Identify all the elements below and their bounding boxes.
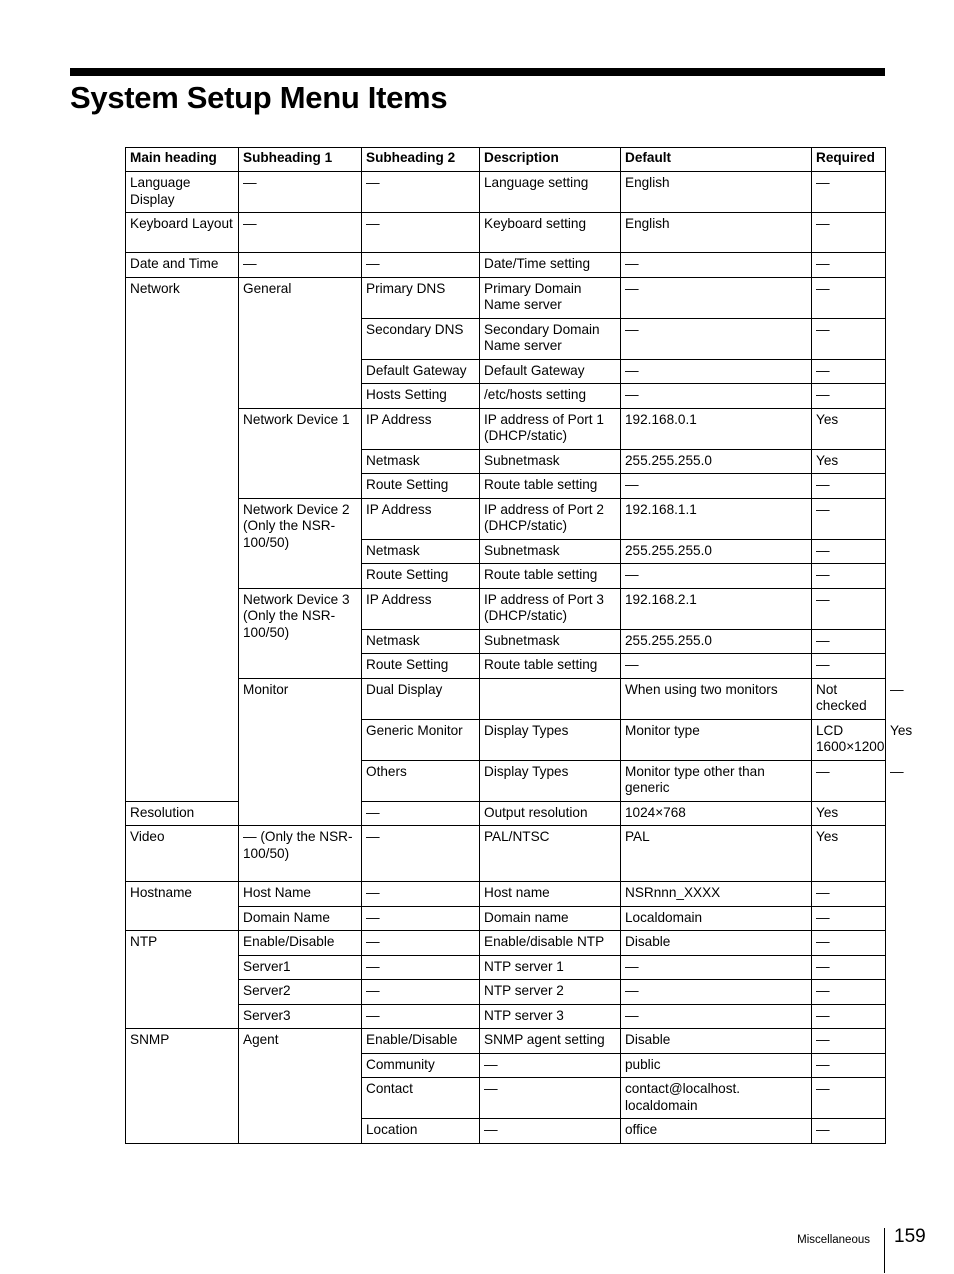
cell-subheading-1: Server2 xyxy=(239,980,362,1005)
cell-default: English xyxy=(621,172,812,213)
cell-default: PAL xyxy=(621,826,812,882)
cell-main-heading: Keyboard Layout xyxy=(126,213,239,253)
cell-subheading-2: IP Address xyxy=(362,408,480,449)
cell-subheading-2: Route Setting xyxy=(362,474,480,499)
cell-description: Monitor type other than generic xyxy=(621,760,812,801)
cell-default: NSRnnn_XXXX xyxy=(621,882,812,907)
cell-required: — xyxy=(812,906,886,931)
system-setup-table xyxy=(125,147,913,1144)
cell-subheading-1: Server3 xyxy=(239,1004,362,1029)
cell-description: Monitor type xyxy=(621,719,812,760)
cell-subheading-2: Netmask xyxy=(362,449,480,474)
cell-main-heading: Network xyxy=(126,277,239,801)
cell-required: — xyxy=(812,1078,886,1119)
cell-description: PAL/NTSC xyxy=(480,826,621,882)
cell-required: — xyxy=(812,318,886,359)
cell-description: /etc/hosts setting xyxy=(480,384,621,409)
cell-subheading-2 xyxy=(480,678,621,719)
cell-description: Subnetmask xyxy=(480,539,621,564)
cell-required: — xyxy=(812,172,886,213)
cell-default: — xyxy=(621,277,812,318)
table-row: Monitor Dual Display When using two monitors Not checked — xyxy=(126,678,886,719)
cell-description: Route table setting xyxy=(480,474,621,499)
cell-subheading-1: Dual Display xyxy=(362,678,480,719)
cell-required: — xyxy=(812,1004,886,1029)
cell-description: Primary Domain Name server xyxy=(480,277,621,318)
cell-subheading-2: — xyxy=(362,906,480,931)
cell-subheading-2: Location xyxy=(362,1119,480,1144)
table-row xyxy=(126,826,886,882)
cell-description: When using two monitors xyxy=(621,678,812,719)
cell-default: 255.255.255.0 xyxy=(621,449,812,474)
cell-main-heading: SNMP xyxy=(126,1029,239,1144)
cell-required: — xyxy=(812,588,886,629)
table-row xyxy=(126,1004,886,1029)
cell-subheading-2: — xyxy=(362,931,480,956)
cell-required: — xyxy=(812,564,886,589)
cell-subheading-1: — xyxy=(239,172,362,213)
cell-description: Subnetmask xyxy=(480,449,621,474)
table-header-row xyxy=(126,148,886,172)
cell-default: — xyxy=(621,318,812,359)
cell-subheading-2: Netmask xyxy=(362,629,480,654)
cell-required: — xyxy=(812,882,886,907)
cell-subheading-2: Netmask xyxy=(362,539,480,564)
cell-subheading-2: Secondary DNS xyxy=(362,318,480,359)
cell-description: NTP server 2 xyxy=(480,980,621,1005)
cell-required: — xyxy=(812,277,886,318)
cell-subheading-2: Community xyxy=(362,1053,480,1078)
cell-required: — xyxy=(812,539,886,564)
top-rule xyxy=(70,68,885,76)
cell-description: Language setting xyxy=(480,172,621,213)
cell-default: — xyxy=(621,654,812,679)
cell-required: — xyxy=(812,1053,886,1078)
page-number: 159 xyxy=(894,1226,926,1247)
table-row xyxy=(126,277,886,318)
cell-subheading-2: — xyxy=(362,980,480,1005)
table-row xyxy=(126,588,886,629)
cell-required: — xyxy=(812,955,886,980)
cell-description: Default Gateway xyxy=(480,359,621,384)
cell-default: Not checked xyxy=(812,678,886,719)
table-row xyxy=(126,498,886,539)
cell-required: — xyxy=(812,931,886,956)
table-row xyxy=(126,408,886,449)
cell-required: — xyxy=(812,384,886,409)
cell-default: 255.255.255.0 xyxy=(621,539,812,564)
cell-default: — xyxy=(621,384,812,409)
cell-subheading-2: — xyxy=(362,213,480,253)
cell-required: — xyxy=(812,1029,886,1054)
table-row: Others Display Types Monitor type other than generic — — xyxy=(126,760,886,801)
header-description: Description xyxy=(480,148,621,172)
cell-main-heading: Language Display xyxy=(126,172,239,213)
cell-subheading-2: IP Address xyxy=(362,588,480,629)
cell-default: 1024×768 xyxy=(621,801,812,826)
cell-default: Localdomain xyxy=(621,906,812,931)
table-row xyxy=(126,906,886,931)
cell-default: — xyxy=(621,980,812,1005)
cell-required: — xyxy=(812,654,886,679)
cell-subheading-1: Resolution xyxy=(126,801,239,826)
cell-subheading-1: Network Device 3 (Only the NSR-100/50) xyxy=(239,588,362,678)
cell-description: Route table setting xyxy=(480,564,621,589)
cell-default: — xyxy=(621,955,812,980)
cell-subheading-1: Network Device 1 xyxy=(239,408,362,498)
cell-main-heading: Date and Time xyxy=(126,253,239,278)
cell-default: — xyxy=(621,564,812,589)
cell-subheading-1: Network Device 2 (Only the NSR-100/50) xyxy=(239,498,362,588)
cell-subheading-2: Contact xyxy=(362,1078,480,1119)
cell-description: Keyboard setting xyxy=(480,213,621,253)
table-row xyxy=(126,172,886,213)
cell-description: — xyxy=(480,1119,621,1144)
cell-required: — xyxy=(812,629,886,654)
cell-default: — xyxy=(621,253,812,278)
cell-description: Subnetmask xyxy=(480,629,621,654)
cell-subheading-1: Domain Name xyxy=(239,906,362,931)
table-row xyxy=(126,931,886,956)
cell-required: — xyxy=(812,498,886,539)
footer-divider xyxy=(884,1228,885,1273)
page-title: System Setup Menu Items xyxy=(70,80,448,115)
table-row xyxy=(126,955,886,980)
cell-subheading-2: Route Setting xyxy=(362,654,480,679)
cell-subheading-1: Agent xyxy=(239,1029,362,1144)
table-row xyxy=(126,882,886,907)
cell-subheading-2: — xyxy=(362,955,480,980)
cell-description: Secondary Domain Name server xyxy=(480,318,621,359)
cell-default: — xyxy=(621,1004,812,1029)
cell-main-heading: Monitor xyxy=(239,678,362,826)
cell-subheading-1: — xyxy=(239,253,362,278)
cell-default: LCD 1600×1200 xyxy=(812,719,886,760)
cell-default: Disable xyxy=(621,931,812,956)
cell-subheading-2: Hosts Setting xyxy=(362,384,480,409)
cell-default: Disable xyxy=(621,1029,812,1054)
cell-description: Enable/disable NTP xyxy=(480,931,621,956)
cell-subheading-2: Enable/Disable xyxy=(362,1029,480,1054)
cell-required: — xyxy=(812,213,886,253)
cell-subheading-2: Default Gateway xyxy=(362,359,480,384)
cell-description: — xyxy=(480,1078,621,1119)
cell-subheading-2: — xyxy=(362,172,480,213)
cell-subheading-1: Server1 xyxy=(239,955,362,980)
cell-default: — xyxy=(812,760,886,801)
cell-required: — xyxy=(812,253,886,278)
table-row xyxy=(126,253,886,278)
cell-subheading-1: — xyxy=(239,213,362,253)
cell-subheading-2: IP Address xyxy=(362,498,480,539)
cell-description: Host name xyxy=(480,882,621,907)
cell-subheading-1: Generic Monitor xyxy=(362,719,480,760)
cell-description: SNMP agent setting xyxy=(480,1029,621,1054)
cell-main-heading: Hostname xyxy=(126,882,239,931)
header-required: Required xyxy=(812,148,886,172)
cell-default: office xyxy=(621,1119,812,1144)
table-row xyxy=(126,980,886,1005)
cell-subheading-2: — xyxy=(362,826,480,882)
cell-default: — xyxy=(621,359,812,384)
footer-section-label: Miscellaneous xyxy=(797,1234,870,1246)
table-row: Generic Monitor Display Types Monitor type LCD 1600×1200 Yes xyxy=(126,719,886,760)
cell-required: Yes xyxy=(812,801,886,826)
cell-default: — xyxy=(621,474,812,499)
cell-required: — xyxy=(812,980,886,1005)
cell-subheading-1: Enable/Disable xyxy=(239,931,362,956)
cell-subheading-1: General xyxy=(239,277,362,408)
cell-description: IP address of Port 1 (DHCP/static) xyxy=(480,408,621,449)
header-main-heading: Main heading xyxy=(126,148,239,172)
cell-subheading-2: Display Types xyxy=(480,760,621,801)
cell-required: — xyxy=(812,474,886,499)
cell-main-heading: Video xyxy=(126,826,239,882)
cell-description: Domain name xyxy=(480,906,621,931)
cell-subheading-2: — xyxy=(362,1004,480,1029)
cell-description: — xyxy=(480,1053,621,1078)
cell-description: NTP server 1 xyxy=(480,955,621,980)
cell-default: 255.255.255.0 xyxy=(621,629,812,654)
header-subheading-1: Subheading 1 xyxy=(239,148,362,172)
cell-required: Yes xyxy=(812,449,886,474)
cell-default: public xyxy=(621,1053,812,1078)
cell-subheading-2: Primary DNS xyxy=(362,277,480,318)
cell-description: IP address of Port 2 (DHCP/static) xyxy=(480,498,621,539)
cell-default: contact@localhost. localdomain xyxy=(621,1078,812,1119)
cell-description: Route table setting xyxy=(480,654,621,679)
cell-subheading-2: Route Setting xyxy=(362,564,480,589)
cell-default: 192.168.2.1 xyxy=(621,588,812,629)
cell-required: Yes xyxy=(812,826,886,882)
cell-description: NTP server 3 xyxy=(480,1004,621,1029)
cell-subheading-2: Display Types xyxy=(480,719,621,760)
cell-description: Output resolution xyxy=(480,801,621,826)
cell-subheading-2: — xyxy=(362,253,480,278)
cell-description: Date/Time setting xyxy=(480,253,621,278)
header-subheading-2: Subheading 2 xyxy=(362,148,480,172)
table-row xyxy=(126,1029,886,1054)
cell-subheading-1: Others xyxy=(362,760,480,801)
cell-default: 192.168.1.1 xyxy=(621,498,812,539)
cell-subheading-1: Host Name xyxy=(239,882,362,907)
cell-required: Yes xyxy=(812,408,886,449)
table-row xyxy=(126,213,886,253)
cell-subheading-2: — xyxy=(362,882,480,907)
cell-required: — xyxy=(812,1119,886,1144)
cell-default: 192.168.0.1 xyxy=(621,408,812,449)
cell-required: — xyxy=(812,359,886,384)
cell-default: English xyxy=(621,213,812,253)
cell-description: IP address of Port 3 (DHCP/static) xyxy=(480,588,621,629)
cell-subheading-1: — (Only the NSR-100/50) xyxy=(239,826,362,882)
cell-main-heading: NTP xyxy=(126,931,239,1029)
header-default: Default xyxy=(621,148,812,172)
cell-subheading-2: — xyxy=(362,801,480,826)
